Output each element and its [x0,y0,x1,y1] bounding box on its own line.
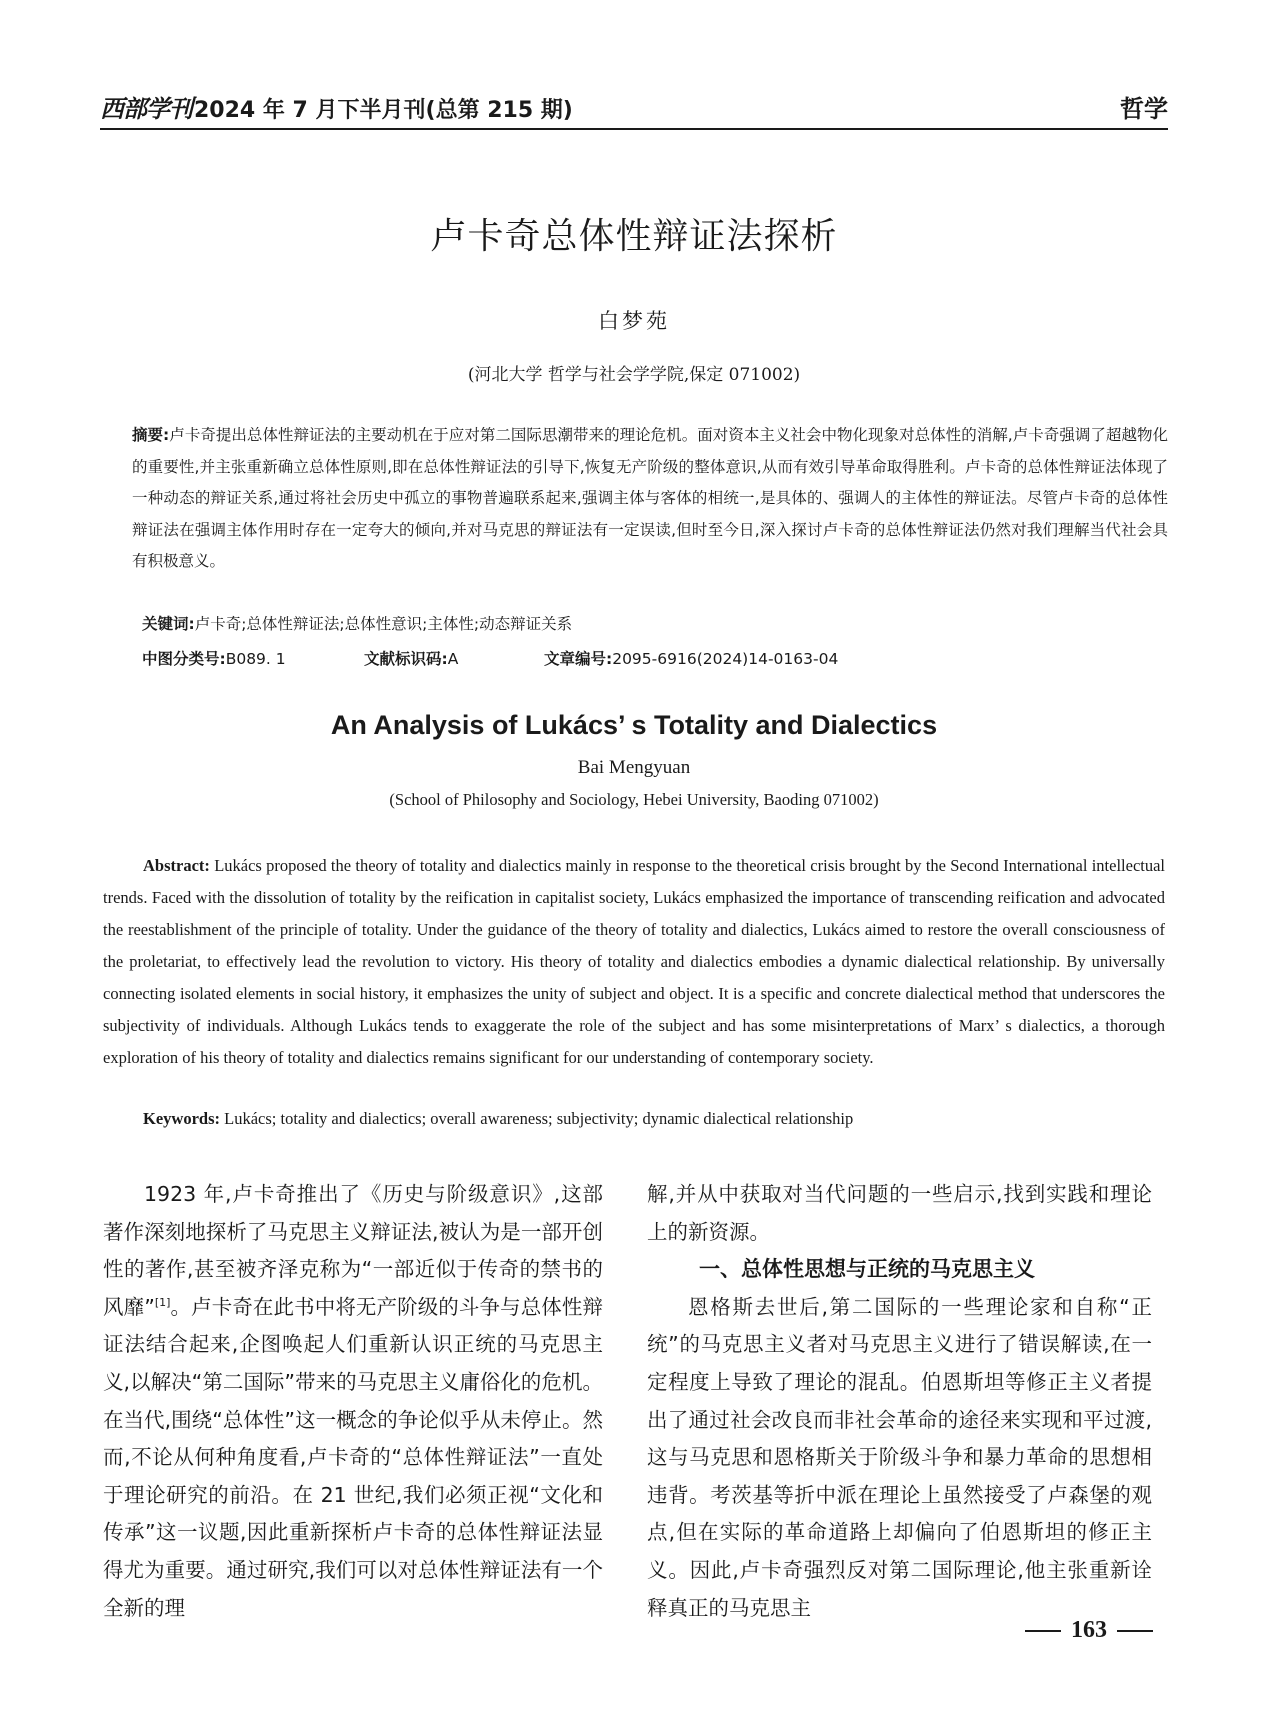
body-text: 1923 年,卢卡奇推出了《历史与阶级意识》,这部著作深刻地探析了马克思主义辩证法,被认为是一部开创性的著作,甚至被齐泽克称为“一部近似于传奇的禁书的风靡” [103,1182,603,1319]
abstract-cn [132,420,1168,578]
keywords-cn [142,610,1162,638]
article-number [544,645,838,673]
abstract-cn-text: 卢卡奇提出总体性辩证法的主要动机在于应对第二国际思潮带来的理论危机。面对资本主义社会中物化现象对总体性的消解,卢卡奇强调了超越物化的重要性,并主张重新确立总体性原则,即在总体性辩证法的引导下,恢复无产阶级的整体意识,从而有效引导革命取得胜利。卢卡奇的总体性辩证法体现了一种动态的辩证关系,通过将社会历史中孤立的事物普遍联系起来,强调主体与客体的相统一,是具体的、强调人的主体性的辩证法。尽管卢卡奇的总体性辩证法在强调主体作用时存在一定夸大的倾向,并对马克思的辩证法有一定误读,但时至今日,深入探讨卢卡奇的总体性辩证法仍然对我们理解当代社会具有积极意义。 [132,426,1169,570]
clc-label: 中图分类号: [142,650,226,668]
keywords-en-label: Keywords: [143,1109,220,1128]
body-text: 。卢卡奇在此书中将无产阶级的斗争与总体性辩证法结合起来,企图唤起人们重新认识正统的马克思主义,以解决“第二国际”带来的马克思主义庸俗化的危机。在当代,围绕“总体性”这一概念的争论似乎从未停止。然而,不论从何种角度看,卢卡奇的“总体性辩证法”一直处于理论研究的前沿。在 21 世纪,我们必须正视“文化和传承”这一议题,因此重新探析卢卡奇的总体性辩证法显得尤为重要。通过研究,我们可以对总体性辩证法有一个全新的理 [103,1294,604,1620]
article-label: 文章编号: [544,650,613,668]
clc-value: B089. 1 [225,650,286,668]
abstract-en [103,850,1165,1074]
section-heading: 一、总体性思想与正统的马克思主义 [699,1257,1035,1282]
doc-label: 文献标识码: [364,650,448,668]
journal-name: 西部学刊 [100,94,192,123]
keywords-en-text: Lukács; totality and dialectics; overall awareness; subjectivity; dynamic dialectical relationship [224,1109,854,1128]
affiliation-cn: (河北大学 哲学与社会学学院,保定 071002) [467,365,801,385]
body-paragraph-continued: 解,并从中获取对当代问题的一些启示,找到实践和理论上的新资源。 [647,1182,1152,1244]
title-en: An Analysis of Lukács’ s Totality and Dialectics [330,710,938,740]
body-paragraph [103,1176,603,1627]
abstract-en-text: Lukács proposed the theory of totality and dialectics mainly in response to the theoretical crisis brought by the Second International intellectual trends. Faced with the dissolution of totality by the reification in capitalist society, Lukács emphasized the importance of transcending reification and advocated the reestablishment of the principle of totality. Under the guidance of the theory of totality and dialectics, Lukács aimed to restore the overall consciousness of the proletariat, to effectively lead the revolution to victory. His theory of totality and dialectics embodies a dynamic dialectical relationship. By universally connecting isolated elements in social history, it emphasizes the unity of subject and object. It is a specific and concrete dialectical method that underscores the subjectivity of individuals. Although Lukács tends to exaggerate the role of the subject and has some misinterpretations of Marx’ s dialectics, a thorough exploration of his theory of totality and dialectics remains significant for our understanding of contemporary society. [103,856,1166,1067]
keywords-en [143,1105,1173,1133]
body-column-left [103,1176,603,1627]
header-left [100,89,573,124]
abstract-cn-label: 摘要: [132,426,170,444]
article-value: 2095-6916(2024)14-0163-04 [612,650,839,668]
page-number-footer [1015,1617,1163,1644]
issue-info: 2024 年 7 月下半月刊(总第 215 期) [194,98,573,123]
author-cn: 白梦苑 [598,309,670,333]
dash-right [1117,1630,1153,1632]
running-header [100,88,1168,124]
dash-left [1025,1630,1061,1632]
article-meta [142,645,1162,673]
body-column-right [647,1176,1152,1627]
clc-number [142,645,364,673]
title-cn: 卢卡奇总体性辩证法探析 [430,216,838,257]
author-en: Bai Mengyuan [577,757,691,778]
page-number: 163 [1071,1617,1107,1643]
citation-ref[interactable]: [1] [154,1295,171,1309]
keywords-cn-label: 关键词: [142,615,195,633]
body-paragraph: 恩格斯去世后,第二国际的一些理论家和自称“正统”的马克思主义者对马克思主义进行了错误解读,在一定程度上导致了理论的混乱。伯恩斯坦等修正主义者提出了通过社会改良而非社会革命的途径来实现和平过渡,这与马克思和恩格斯关于阶级斗争和暴力革命的思想相违背。考茨基等折中派在理论上虽然接受了卢森堡的观点,但在实际的革命道路上却偏向了伯恩斯坦的修正主义。因此,卢卡奇强烈反对第二国际理论,他主张重新诠释真正的马克思主 [647,1294,1152,1620]
doc-value: A [447,650,459,668]
section-label: 哲学 [1120,95,1168,123]
document-code [364,645,544,673]
keywords-cn-text: 卢卡奇;总体性辩证法;总体性意识;主体性;动态辩证关系 [194,615,573,633]
abstract-en-label: Abstract: [143,856,210,875]
affiliation-en: (School of Philosophy and Sociology, Hebei University, Baoding 071002) [389,790,879,809]
header-rule [100,128,1168,130]
